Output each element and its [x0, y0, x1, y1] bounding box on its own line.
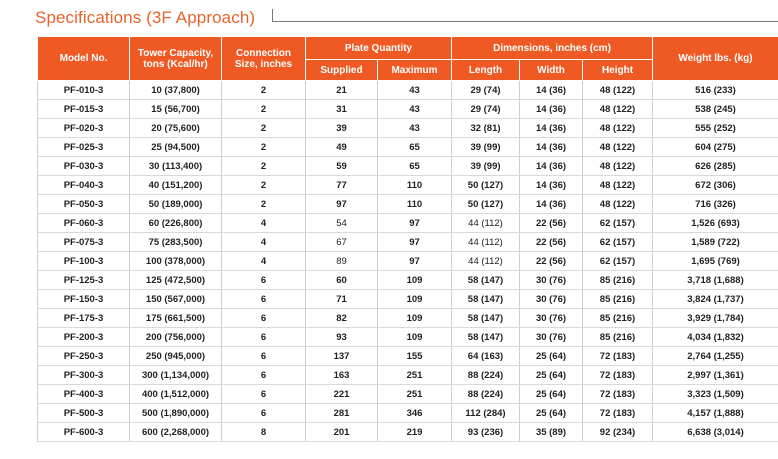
cell-width: 30 (76) — [520, 309, 583, 328]
cell-model: PF-015-3 — [38, 100, 130, 119]
cell-width: 25 (64) — [520, 366, 583, 385]
cell-plates-maximum: 109 — [378, 271, 452, 290]
header-width: Width — [520, 60, 583, 81]
table-row — [38, 214, 778, 233]
cell-weight: 6,638 (3,014) — [653, 423, 778, 442]
table-row — [38, 366, 778, 385]
cell-width: 30 (76) — [520, 271, 583, 290]
cell-length: 58 (147) — [452, 309, 520, 328]
cell-length: 58 (147) — [452, 271, 520, 290]
cell-plates-maximum: 346 — [378, 404, 452, 423]
cell-tower-capacity: 50 (189,000) — [130, 195, 222, 214]
cell-plates-supplied: 82 — [306, 309, 378, 328]
cell-plates-supplied: 67 — [306, 233, 378, 252]
cell-height: 62 (157) — [583, 233, 653, 252]
cell-plates-supplied: 54 — [306, 214, 378, 233]
cell-weight: 626 (285) — [653, 157, 778, 176]
cell-connection-size: 4 — [222, 252, 306, 271]
cell-connection-size: 2 — [222, 176, 306, 195]
cell-weight: 2,997 (1,361) — [653, 366, 778, 385]
cell-length: 93 (236) — [452, 423, 520, 442]
cell-tower-capacity: 125 (472,500) — [130, 271, 222, 290]
table-row — [38, 81, 778, 100]
cell-model: PF-600-3 — [38, 423, 130, 442]
header-length: Length — [452, 60, 520, 81]
header-height: Height — [583, 60, 653, 81]
cell-model: PF-150-3 — [38, 290, 130, 309]
cell-height: 48 (122) — [583, 157, 653, 176]
cell-height: 48 (122) — [583, 176, 653, 195]
table-row — [38, 423, 778, 442]
cell-model: PF-250-3 — [38, 347, 130, 366]
cell-length: 88 (224) — [452, 385, 520, 404]
table-row — [38, 157, 778, 176]
header-model: Model No. — [38, 37, 130, 81]
cell-tower-capacity: 300 (1,134,000) — [130, 366, 222, 385]
cell-height: 48 (122) — [583, 81, 653, 100]
cell-length: 39 (99) — [452, 157, 520, 176]
cell-tower-capacity: 600 (2,268,000) — [130, 423, 222, 442]
cell-model: PF-060-3 — [38, 214, 130, 233]
cell-model: PF-010-3 — [38, 81, 130, 100]
cell-connection-size: 6 — [222, 385, 306, 404]
cell-weight: 3,718 (1,688) — [653, 271, 778, 290]
cell-width: 14 (36) — [520, 119, 583, 138]
table-header — [38, 37, 778, 81]
cell-plates-maximum: 65 — [378, 138, 452, 157]
header-maximum: Maximum — [378, 60, 452, 81]
cell-width: 22 (56) — [520, 214, 583, 233]
cell-height: 72 (183) — [583, 385, 653, 404]
cell-tower-capacity: 15 (56,700) — [130, 100, 222, 119]
header-tower-capacity: Tower Capacity, tons (Kcal/hr) — [130, 37, 222, 81]
table-row — [38, 271, 778, 290]
cell-plates-maximum: 109 — [378, 290, 452, 309]
cell-weight: 3,929 (1,784) — [653, 309, 778, 328]
table-row — [38, 290, 778, 309]
cell-height: 72 (183) — [583, 347, 653, 366]
cell-plates-maximum: 110 — [378, 176, 452, 195]
cell-height: 48 (122) — [583, 195, 653, 214]
table-row — [38, 195, 778, 214]
cell-plates-supplied: 21 — [306, 81, 378, 100]
header-plate-quantity: Plate Quantity — [306, 37, 452, 60]
cell-model: PF-020-3 — [38, 119, 130, 138]
cell-weight: 716 (326) — [653, 195, 778, 214]
cell-connection-size: 2 — [222, 157, 306, 176]
header-connection-size: Connection Size, inches — [222, 37, 306, 81]
cell-plates-supplied: 201 — [306, 423, 378, 442]
cell-height: 48 (122) — [583, 138, 653, 157]
cell-weight: 1,589 (722) — [653, 233, 778, 252]
cell-tower-capacity: 25 (94,500) — [130, 138, 222, 157]
cell-plates-supplied: 163 — [306, 366, 378, 385]
cell-height: 48 (122) — [583, 119, 653, 138]
cell-connection-size: 6 — [222, 290, 306, 309]
cell-plates-maximum: 43 — [378, 119, 452, 138]
cell-width: 30 (76) — [520, 290, 583, 309]
table-body — [38, 81, 778, 442]
cell-width: 30 (76) — [520, 328, 583, 347]
cell-length: 88 (224) — [452, 366, 520, 385]
cell-connection-size: 2 — [222, 138, 306, 157]
cell-width: 14 (36) — [520, 157, 583, 176]
cell-tower-capacity: 250 (945,000) — [130, 347, 222, 366]
heading-rule — [272, 21, 778, 22]
cell-plates-supplied: 59 — [306, 157, 378, 176]
cell-tower-capacity: 175 (661,500) — [130, 309, 222, 328]
cell-weight: 4,157 (1,888) — [653, 404, 778, 423]
cell-weight: 2,764 (1,255) — [653, 347, 778, 366]
table-row — [38, 119, 778, 138]
cell-weight: 516 (233) — [653, 81, 778, 100]
section-heading — [35, 4, 255, 28]
cell-length: 44 (112) — [452, 214, 520, 233]
cell-width: 14 (36) — [520, 176, 583, 195]
table-row — [38, 252, 778, 271]
cell-model: PF-400-3 — [38, 385, 130, 404]
cell-plates-maximum: 109 — [378, 309, 452, 328]
cell-connection-size: 2 — [222, 100, 306, 119]
cell-height: 85 (216) — [583, 309, 653, 328]
cell-length: 58 (147) — [452, 328, 520, 347]
cell-weight: 672 (306) — [653, 176, 778, 195]
cell-plates-maximum: 97 — [378, 214, 452, 233]
table-row — [38, 138, 778, 157]
cell-model: PF-175-3 — [38, 309, 130, 328]
cell-connection-size: 8 — [222, 423, 306, 442]
cell-connection-size: 6 — [222, 309, 306, 328]
cell-plates-maximum: 219 — [378, 423, 452, 442]
table-row — [38, 176, 778, 195]
cell-height: 92 (234) — [583, 423, 653, 442]
cell-width: 25 (64) — [520, 347, 583, 366]
cell-plates-supplied: 137 — [306, 347, 378, 366]
cell-height: 62 (157) — [583, 252, 653, 271]
cell-tower-capacity: 75 (283,500) — [130, 233, 222, 252]
cell-tower-capacity: 20 (75,600) — [130, 119, 222, 138]
cell-model: PF-500-3 — [38, 404, 130, 423]
cell-plates-supplied: 31 — [306, 100, 378, 119]
cell-plates-supplied: 77 — [306, 176, 378, 195]
cell-plates-supplied: 93 — [306, 328, 378, 347]
cell-plates-supplied: 60 — [306, 271, 378, 290]
cell-tower-capacity: 10 (37,800) — [130, 81, 222, 100]
cell-height: 85 (216) — [583, 328, 653, 347]
cell-plates-maximum: 110 — [378, 195, 452, 214]
cell-weight: 1,526 (693) — [653, 214, 778, 233]
cell-connection-size: 4 — [222, 233, 306, 252]
cell-length: 39 (99) — [452, 138, 520, 157]
cell-length: 29 (74) — [452, 81, 520, 100]
header-supplied: Supplied — [306, 60, 378, 81]
cell-tower-capacity: 30 (113,400) — [130, 157, 222, 176]
cell-connection-size: 2 — [222, 195, 306, 214]
cell-length: 44 (112) — [452, 233, 520, 252]
cell-model: PF-200-3 — [38, 328, 130, 347]
cell-weight: 3,323 (1,509) — [653, 385, 778, 404]
cell-plates-supplied: 221 — [306, 385, 378, 404]
cell-height: 48 (122) — [583, 100, 653, 119]
cell-length: 29 (74) — [452, 100, 520, 119]
cell-tower-capacity: 200 (756,000) — [130, 328, 222, 347]
table-row — [38, 328, 778, 347]
cell-weight: 4,034 (1,832) — [653, 328, 778, 347]
cell-height: 85 (216) — [583, 290, 653, 309]
cell-plates-maximum: 43 — [378, 81, 452, 100]
cell-model: PF-025-3 — [38, 138, 130, 157]
cell-tower-capacity: 150 (567,000) — [130, 290, 222, 309]
cell-model: PF-030-3 — [38, 157, 130, 176]
cell-width: 14 (36) — [520, 100, 583, 119]
cell-width: 22 (56) — [520, 233, 583, 252]
header-dimensions: Dimensions, inches (cm) — [452, 37, 653, 60]
cell-tower-capacity: 40 (151,200) — [130, 176, 222, 195]
cell-tower-capacity: 60 (226,800) — [130, 214, 222, 233]
cell-length: 44 (112) — [452, 252, 520, 271]
cell-plates-supplied: 281 — [306, 404, 378, 423]
cell-tower-capacity: 100 (378,000) — [130, 252, 222, 271]
cell-model: PF-050-3 — [38, 195, 130, 214]
cell-model: PF-040-3 — [38, 176, 130, 195]
cell-connection-size: 2 — [222, 81, 306, 100]
cell-connection-size: 6 — [222, 347, 306, 366]
table-row — [38, 309, 778, 328]
cell-length: 50 (127) — [452, 176, 520, 195]
cell-width: 25 (64) — [520, 385, 583, 404]
cell-height: 72 (183) — [583, 366, 653, 385]
cell-weight: 538 (245) — [653, 100, 778, 119]
cell-height: 72 (183) — [583, 404, 653, 423]
cell-width: 14 (36) — [520, 81, 583, 100]
cell-connection-size: 2 — [222, 119, 306, 138]
cell-width: 25 (64) — [520, 404, 583, 423]
cell-tower-capacity: 400 (1,512,000) — [130, 385, 222, 404]
cell-length: 50 (127) — [452, 195, 520, 214]
cell-plates-maximum: 109 — [378, 328, 452, 347]
cell-width: 14 (36) — [520, 195, 583, 214]
cell-length: 32 (81) — [452, 119, 520, 138]
cell-plates-supplied: 97 — [306, 195, 378, 214]
table-row — [38, 347, 778, 366]
table-row — [38, 100, 778, 119]
cell-plates-maximum: 43 — [378, 100, 452, 119]
cell-model: PF-125-3 — [38, 271, 130, 290]
cell-plates-supplied: 71 — [306, 290, 378, 309]
header-weight: Weight lbs. (kg) — [653, 37, 778, 81]
cell-connection-size: 6 — [222, 328, 306, 347]
cell-tower-capacity: 500 (1,890,000) — [130, 404, 222, 423]
cell-plates-supplied: 39 — [306, 119, 378, 138]
cell-weight: 604 (275) — [653, 138, 778, 157]
cell-model: PF-075-3 — [38, 233, 130, 252]
heading-rule-tick — [272, 9, 273, 21]
cell-plates-maximum: 65 — [378, 157, 452, 176]
cell-width: 14 (36) — [520, 138, 583, 157]
cell-weight: 3,824 (1,737) — [653, 290, 778, 309]
cell-plates-maximum: 97 — [378, 233, 452, 252]
cell-plates-maximum: 97 — [378, 252, 452, 271]
cell-length: 58 (147) — [452, 290, 520, 309]
specifications-table — [37, 36, 778, 442]
cell-weight: 1,695 (769) — [653, 252, 778, 271]
section-title: Specifications (3F Approach) — [35, 8, 256, 27]
cell-plates-maximum: 251 — [378, 385, 452, 404]
cell-weight: 555 (252) — [653, 119, 778, 138]
table-row — [38, 233, 778, 252]
cell-connection-size: 6 — [222, 271, 306, 290]
cell-connection-size: 6 — [222, 404, 306, 423]
cell-plates-supplied: 49 — [306, 138, 378, 157]
cell-height: 62 (157) — [583, 214, 653, 233]
cell-model: PF-300-3 — [38, 366, 130, 385]
cell-plates-maximum: 155 — [378, 347, 452, 366]
cell-width: 22 (56) — [520, 252, 583, 271]
cell-plates-supplied: 89 — [306, 252, 378, 271]
cell-connection-size: 4 — [222, 214, 306, 233]
cell-connection-size: 6 — [222, 366, 306, 385]
cell-height: 85 (216) — [583, 271, 653, 290]
cell-length: 64 (163) — [452, 347, 520, 366]
cell-model: PF-100-3 — [38, 252, 130, 271]
cell-length: 112 (284) — [452, 404, 520, 423]
cell-width: 35 (89) — [520, 423, 583, 442]
table-row — [38, 385, 778, 404]
cell-plates-maximum: 251 — [378, 366, 452, 385]
table-row — [38, 404, 778, 423]
